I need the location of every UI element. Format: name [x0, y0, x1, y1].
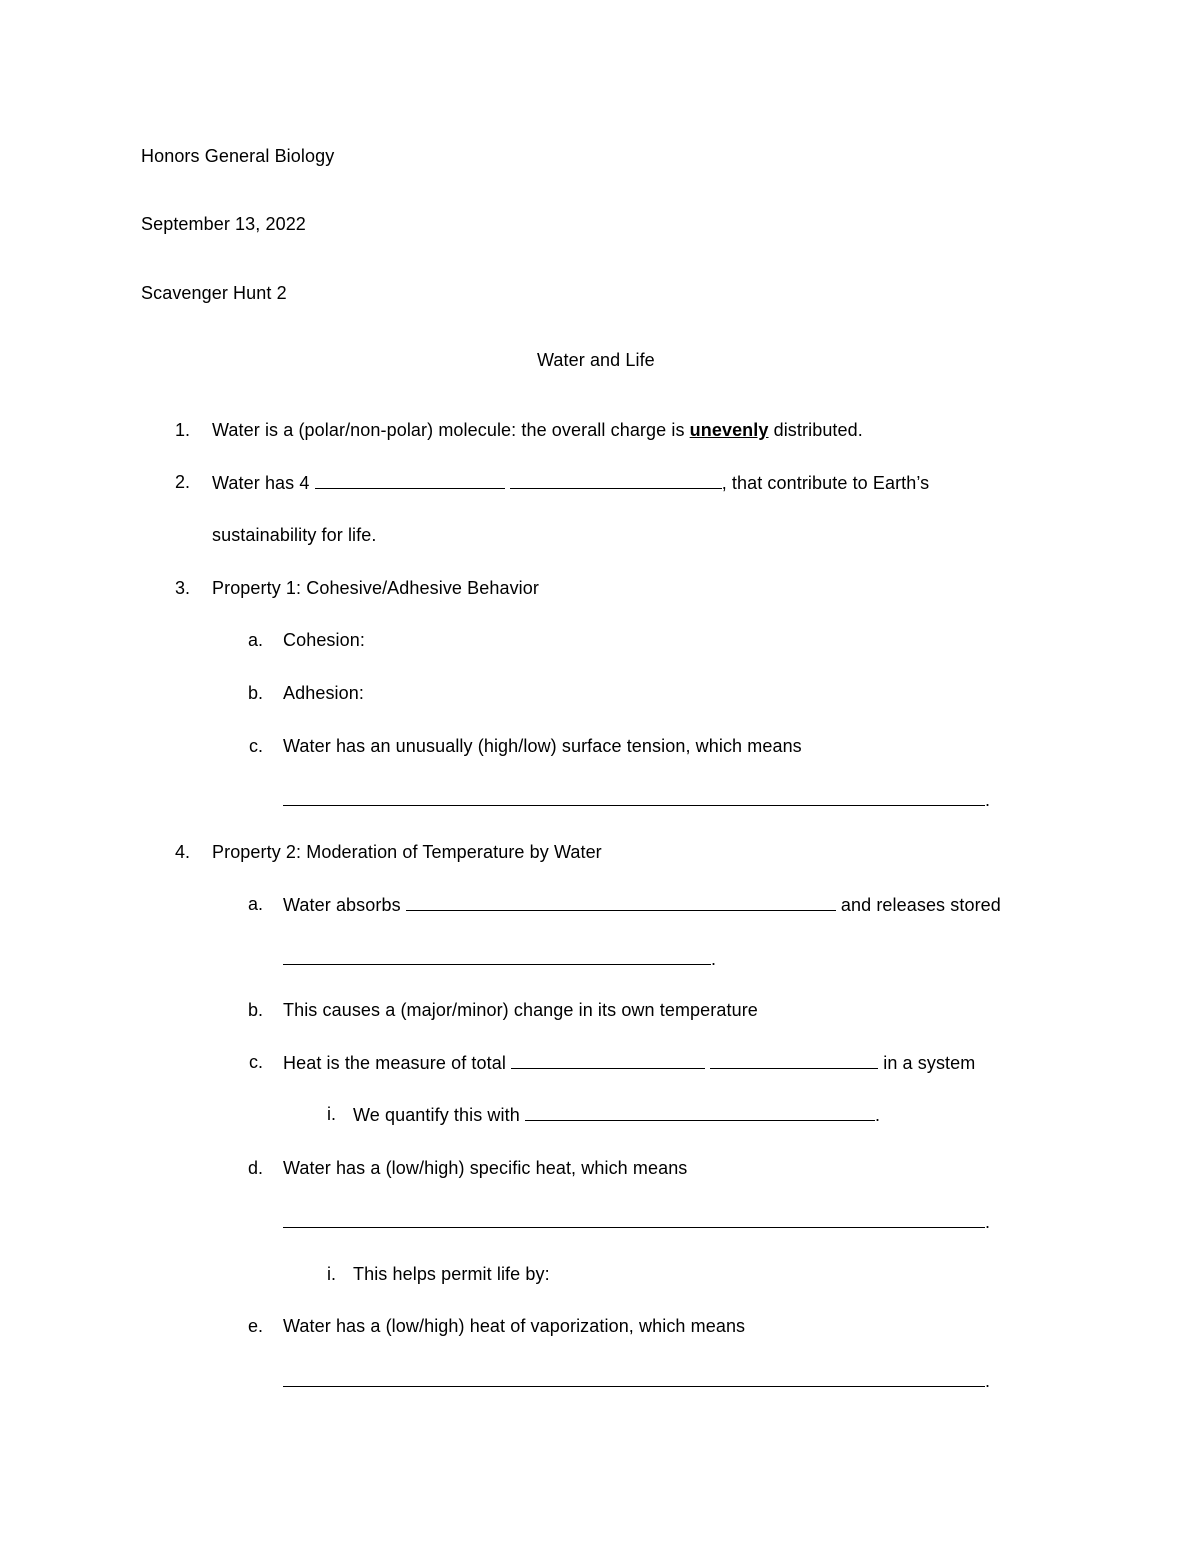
emphasized-word: unevenly	[689, 420, 769, 440]
answer-blank[interactable]	[525, 1102, 875, 1121]
question-2	[212, 470, 929, 495]
answer-blank[interactable]	[406, 892, 836, 911]
sub-item-letter: c.	[248, 736, 263, 756]
answer-blank[interactable]	[510, 470, 722, 489]
cohesion-prompt: Cohesion:	[283, 630, 365, 650]
worksheet-title: Water and Life	[537, 350, 655, 370]
sub-item-letter: b.	[247, 1000, 263, 1020]
assignment-name: Scavenger Hunt 2	[141, 283, 287, 303]
question-1	[212, 418, 863, 442]
sub-item-letter: e.	[247, 1316, 263, 1336]
question-2-end: , that contribute to Earth’s	[721, 473, 930, 493]
course-name: Honors General Biology	[141, 146, 335, 166]
date: September 13, 2022	[141, 214, 306, 234]
answer-blank[interactable]	[283, 1209, 985, 1228]
heat-definition-prompt: Heat is the measure of total in a system	[283, 1050, 975, 1075]
sub-item-letter: a.	[247, 894, 263, 914]
question-1-text: Water is a (polar/non-polar) molecule: the overall charge is	[212, 420, 690, 440]
answer-blank[interactable]	[283, 1368, 985, 1387]
sub-item-letter: d.	[247, 1158, 263, 1178]
surface-tension-prompt: Water has an unusually (high/low) surface tension, which means	[283, 736, 802, 756]
answer-blank[interactable]	[315, 470, 505, 489]
question-3: Property 1: Cohesive/Adhesive Behavior	[212, 578, 539, 598]
answer-line-row: .	[283, 1209, 990, 1234]
sub-item-roman: i.	[327, 1104, 336, 1124]
answer-blank[interactable]	[283, 946, 711, 965]
answer-line-row: .	[283, 787, 990, 812]
sub-item-letter: b.	[247, 683, 263, 703]
absorbs-prompt: Water absorbs and releases stored	[283, 892, 1001, 917]
item-number: 3.	[174, 578, 190, 598]
specific-heat-prompt: Water has a (low/high) specific heat, which means	[283, 1158, 688, 1178]
temperature-change-prompt: This causes a (major/minor) change in its own temperature	[283, 1000, 758, 1020]
item-number: 1.	[174, 420, 190, 440]
question-2-continuation: sustainability for life.	[212, 525, 377, 545]
answer-blank[interactable]	[511, 1050, 705, 1069]
adhesion-prompt: Adhesion:	[283, 683, 364, 703]
answer-blank[interactable]	[283, 787, 985, 806]
question-2-text: Water has 4	[212, 473, 315, 493]
sub-item-roman: i.	[327, 1264, 336, 1284]
answer-line-row: .	[283, 946, 716, 971]
answer-line-row: .	[283, 1368, 990, 1393]
quantify-prompt: We quantify this with .	[353, 1102, 880, 1127]
item-number: 2.	[174, 472, 190, 492]
answer-blank[interactable]	[710, 1050, 878, 1069]
question-1-end: distributed.	[768, 420, 863, 440]
question-4: Property 2: Moderation of Temperature by Water	[212, 842, 602, 862]
item-number: 4.	[174, 842, 190, 862]
heat-of-vaporization-prompt: Water has a (low/high) heat of vaporization, which means	[283, 1316, 746, 1336]
sub-item-letter: a.	[247, 630, 263, 650]
permit-life-prompt: This helps permit life by:	[353, 1264, 550, 1284]
sub-item-letter: c.	[248, 1052, 263, 1072]
